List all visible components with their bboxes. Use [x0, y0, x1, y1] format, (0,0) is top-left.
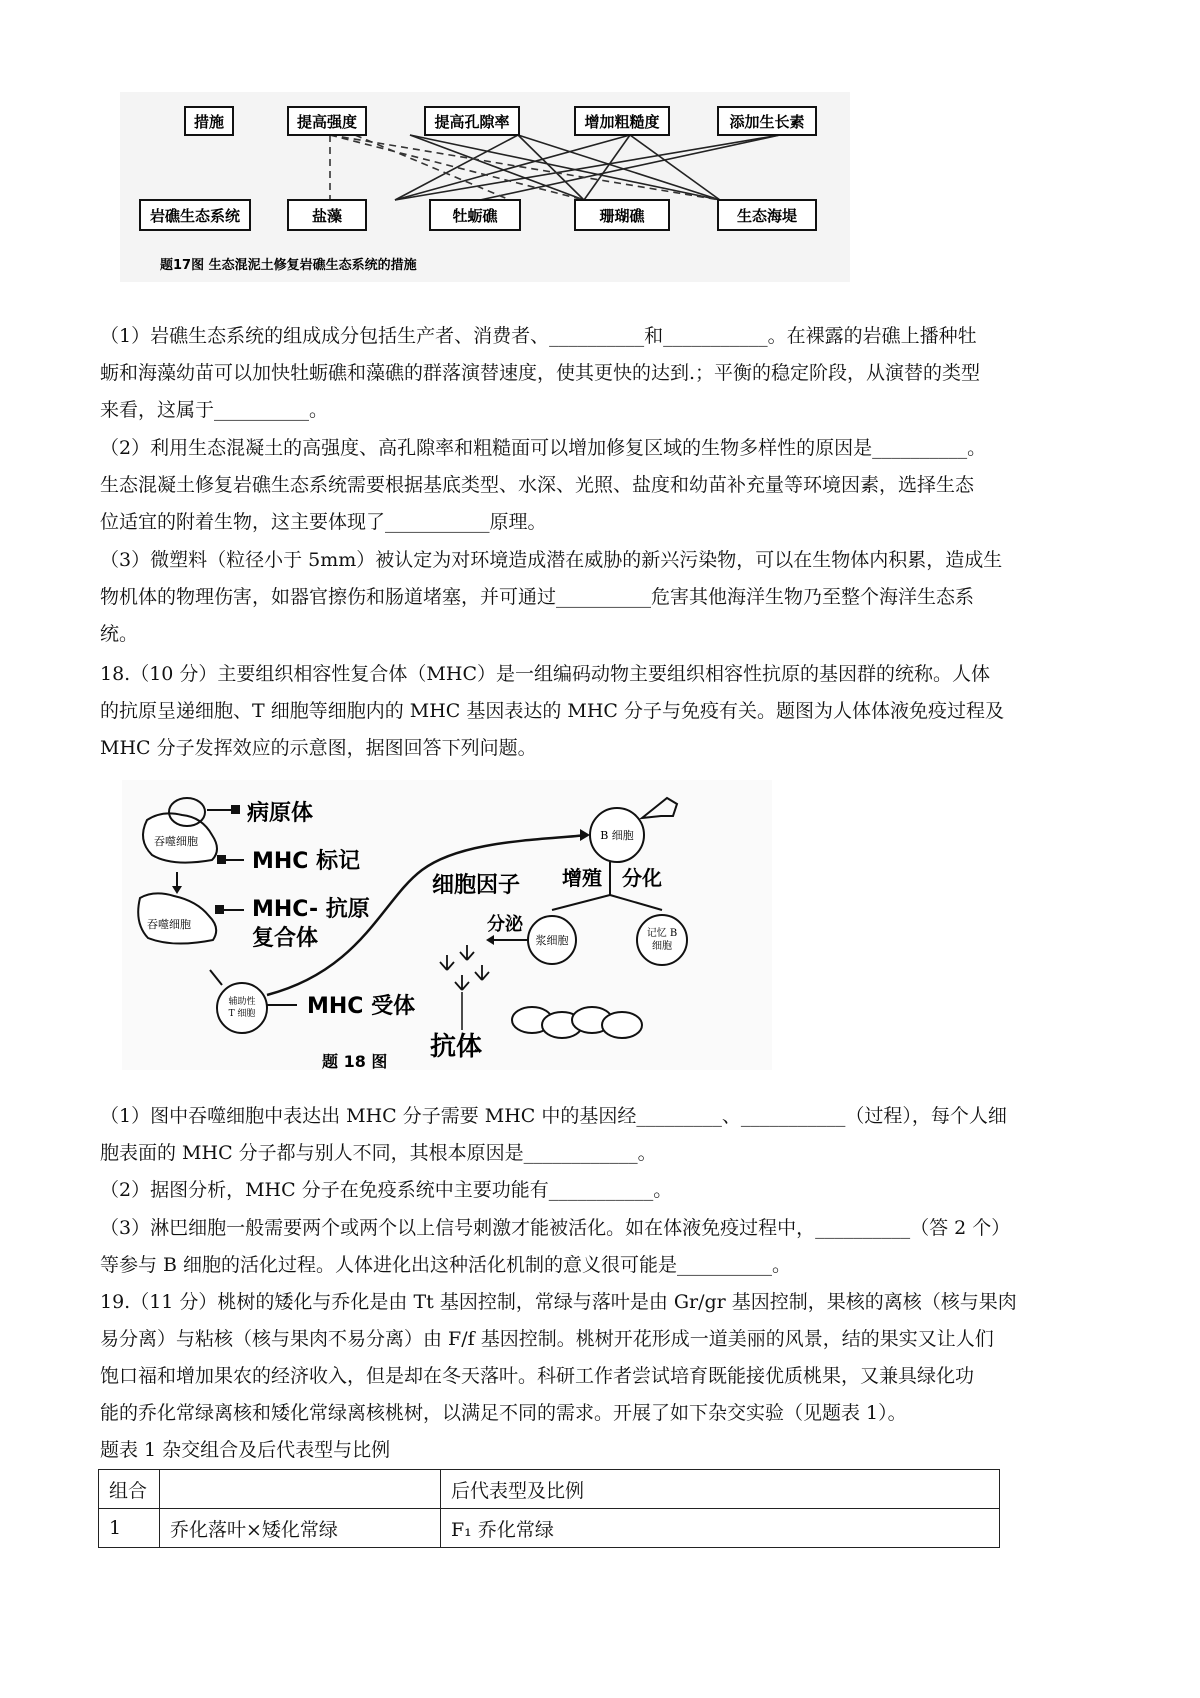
pathogen-label: 病原体 [247, 801, 314, 826]
svg-text:提高孔隙率: 提高孔隙率 [434, 113, 510, 131]
table-cell: F₁ 乔化常绿 [441, 1509, 1000, 1548]
top-box-3 [575, 107, 669, 135]
text-line: 饱口福和增加果农的经济收入，但是却在冬天落叶。科研工作者尝试培育既能接优质桃果，又兼具绿化功 [100, 1365, 975, 1387]
svg-text:生态海堤: 生态海堤 [736, 207, 798, 225]
secrete-label: 分泌 [487, 914, 523, 935]
text-line: 来看，这属于__________。 [100, 399, 329, 421]
phagocyte-label-1: 吞噬细胞 [154, 835, 198, 848]
text-line: （1）图中吞噬细胞中表达出 MHC 分子需要 MHC 中的基因经_________、___________（过程），每个人细 [100, 1105, 1007, 1127]
antibody-label: 抗体 [430, 1032, 483, 1062]
text-line: （1）岩礁生态系统的组成成分包括生产者、消费者、__________和___________。在裸露的岩礁上播种牡 [100, 325, 977, 347]
b-cell-label: B 细胞 [600, 829, 634, 842]
mhc-marker-label: MHC 标记 [252, 849, 361, 874]
header-cell: 后代表型及比例 [441, 1470, 1000, 1509]
text-line: （2）利用生态混凝土的高强度、高孔隙率和粗糙面可以增加修复区域的生物多样性的原因是__________。 [100, 437, 987, 459]
differentiate-label: 分化 [622, 866, 662, 890]
figure-17-caption: 题17图 生态混泥土修复岩礁生态系统的措施 [160, 258, 417, 273]
svg-text:措施: 措施 [193, 113, 225, 131]
memory-b-label-2: 细胞 [652, 941, 672, 952]
q18-part-3 [100, 1210, 1100, 1284]
svg-text:提高强度: 提高强度 [296, 113, 358, 131]
text-line: （3）淋巴细胞一般需要两个或两个以上信号刺激才能被活化。如在体液免疫过程中，__________（答 2 个） [100, 1217, 1011, 1239]
figure-17 [120, 92, 850, 282]
plasma-cell-label: 浆细胞 [535, 934, 569, 947]
header-cell [160, 1470, 441, 1509]
cross-table [98, 1469, 1000, 1548]
text-line: 能的乔化常绿离核和矮化常绿离核桃树，以满足不同的需求。开展了如下杂交实验（见题表 1）。 [100, 1402, 907, 1424]
table-row [99, 1509, 1000, 1548]
q17-part-1 [100, 318, 1100, 429]
text-line: 蛎和海藻幼苗可以加快牡蛎礁和藻礁的群落演替速度，使其更快的达到.；平衡的稳定阶段，从演替的类型 [100, 362, 981, 384]
header-cell: 组合 [99, 1470, 160, 1509]
pathogen-cluster [512, 1007, 642, 1038]
q19-intro [100, 1284, 1100, 1432]
cytokine-label: 细胞因子 [432, 873, 521, 898]
helper-t-label-1: 辅助性 [228, 997, 256, 1007]
text-line: 统。 [100, 623, 139, 645]
bottom-box-4 [718, 200, 816, 230]
top-box-0 [185, 107, 233, 135]
bottom-box-0 [140, 200, 250, 230]
text-line: 等参与 B 细胞的活化过程。人体进化出这种活化机制的意义很可能是__________。 [100, 1254, 792, 1276]
text-line: 胞表面的 MHC 分子都与别人不同，其根本原因是____________。 [100, 1142, 657, 1164]
memory-b-label-1: 记忆 B [646, 928, 678, 939]
figure-17-diagram [120, 92, 850, 282]
top-box-1 [288, 107, 366, 135]
svg-text:岩礁生态系统: 岩礁生态系统 [149, 207, 241, 225]
top-box-4 [718, 107, 816, 135]
table-header-row [99, 1470, 1000, 1509]
q18-part-2 [100, 1172, 1100, 1209]
svg-text:牡蛎礁: 牡蛎礁 [452, 207, 498, 225]
text-line: （3）微塑料（粒径小于 5mm）被认定为对环境造成潜在威胁的新兴污染物，可以在生物体内积累，造成生 [100, 549, 1003, 571]
mhc-complex-label-1: MHC- 抗原 [252, 897, 370, 922]
memory-b-cell [637, 915, 687, 965]
phagocyte-label-2: 吞噬细胞 [147, 918, 191, 931]
text-line: 的抗原呈递细胞、T 细胞等细胞内的 MHC 基因表达的 MHC 分子与免疫有关。题图为人体体液免疫过程及 [100, 700, 1004, 722]
top-box-2 [425, 107, 519, 135]
text-line: 易分离）与粘核（核与果肉不易分离）由 F/f 基因控制。桃树开花形成一道美丽的风景，结的果实又让人们 [100, 1328, 994, 1350]
text-line: 19.（11 分）桃树的矮化与乔化是由 Tt 基因控制，常绿与落叶是由 Gr/gr 基因控制，果核的离核（核与果肉 [100, 1291, 1017, 1313]
table-title-text: 题表 1 杂交组合及后代表型与比例 [100, 1439, 391, 1461]
proliferate-label: 增殖 [562, 866, 602, 890]
text-line: 18.（10 分）主要组织相容性复合体（MHC）是一组编码动物主要组织相容性抗原的基因群的统称。人体 [100, 663, 990, 685]
text-line: 物机体的物理伤害，如器官擦伤和肠道堵塞，并可通过__________危害其他海洋生物乃至整个海洋生态系 [100, 586, 975, 608]
figure-18-caption: 题 18 图 [322, 1052, 388, 1070]
svg-text:珊瑚礁: 珊瑚礁 [599, 207, 645, 225]
text-line: （2）据图分析，MHC 分子在免疫系统中主要功能有___________。 [100, 1179, 673, 1201]
helper-t-cell [217, 983, 267, 1033]
svg-text:盐藻: 盐藻 [311, 207, 343, 225]
figure-18-diagram [122, 780, 772, 1070]
q18-part-1 [100, 1098, 1100, 1172]
text-line: 生态混凝土修复岩礁生态系统需要根据基底类型、水深、光照、盐度和幼苗补充量等环境因素，选择生态 [100, 474, 975, 496]
table-title [100, 1432, 1100, 1469]
svg-text:添加生长素: 添加生长素 [729, 113, 805, 131]
svg-text:增加粗糙度: 增加粗糙度 [584, 113, 660, 131]
mhc-receptor-label: MHC 受体 [307, 994, 416, 1019]
figure-18 [122, 780, 772, 1070]
text-line: 位适宜的附着生物，这主要体现了___________原理。 [100, 511, 547, 533]
q17-part-3 [100, 542, 1100, 653]
mhc-complex-label-2: 复合体 [252, 926, 319, 951]
q17-part-2 [100, 430, 1100, 541]
text-line: MHC 分子发挥效应的示意图，据图回答下列问题。 [100, 737, 537, 759]
helper-t-label-2: T 细胞 [228, 1009, 256, 1019]
bottom-box-1 [288, 200, 366, 230]
table-cell: 1 [99, 1509, 160, 1548]
q18-intro [100, 656, 1100, 767]
table-cell: 乔化落叶×矮化常绿 [160, 1509, 441, 1548]
bottom-box-3 [575, 200, 669, 230]
bottom-box-2 [430, 200, 520, 230]
